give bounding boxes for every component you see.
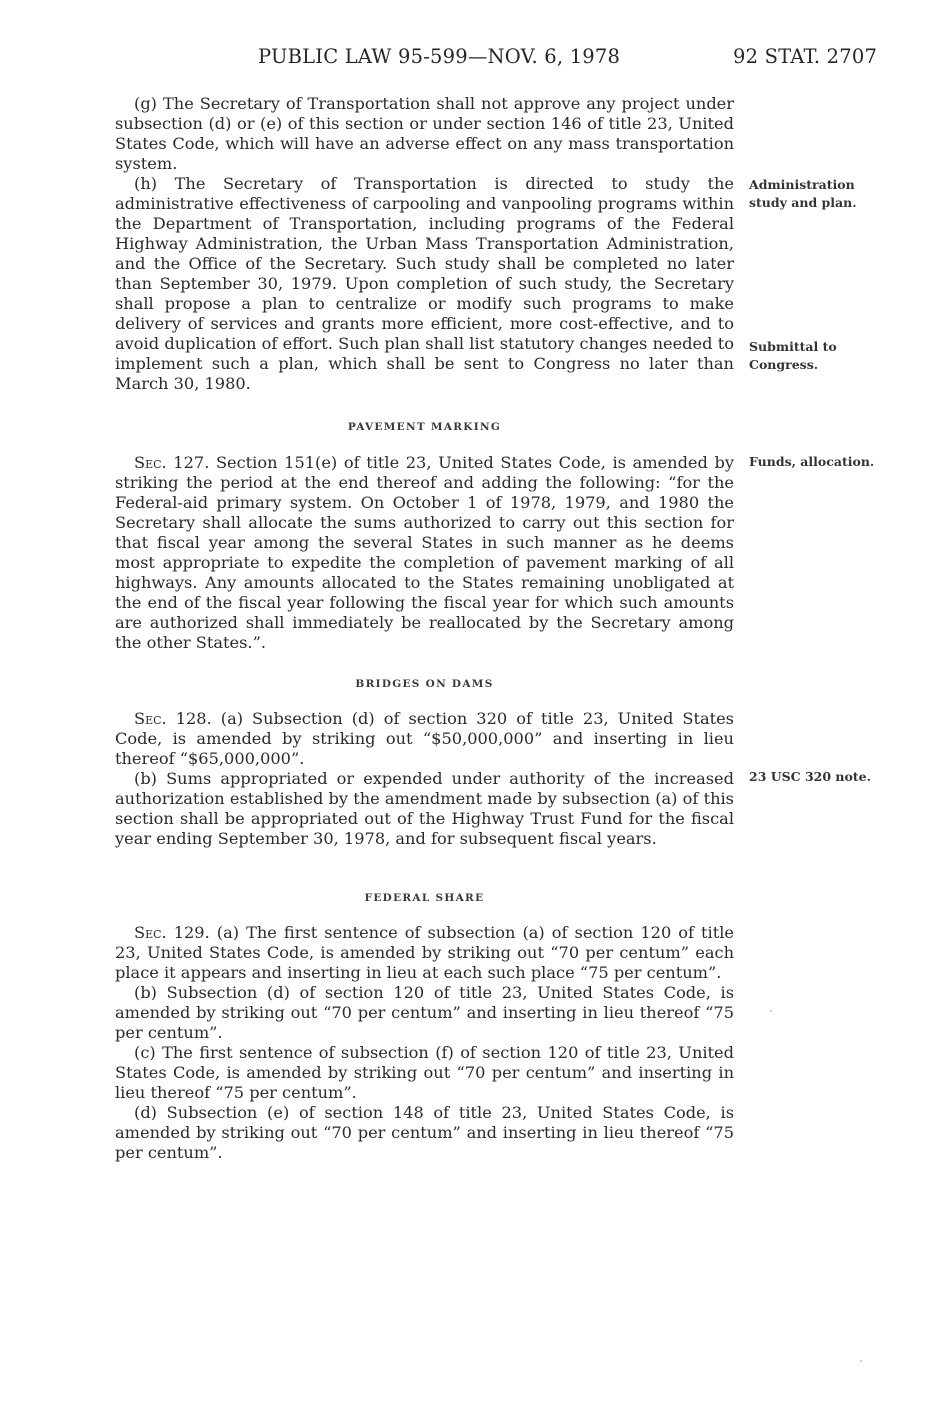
paragraph-g-block (115, 94, 734, 394)
section-127-paragraph (115, 453, 734, 653)
scan-speck (860, 1360, 862, 1362)
margin-note-line: Submittal to (749, 339, 837, 354)
sec-label: Sec. (134, 923, 167, 942)
section-129-block (115, 923, 734, 1163)
section-128-paragraph-a (115, 709, 734, 769)
paragraph-g: (g) The Secretary of Transportation shall not approve any project under subsection (d) or (e) of this section or under section 146 of title 23, United States Code, which will have an adverse effect on any mass transportation system. (115, 94, 734, 173)
margin-note-line: Administration (749, 177, 855, 192)
section-128-text-a: 128. (a) Subsection (d) of section 320 of title 23, United States Code, is amended by striking out “$50,000,000” and inserting in lieu thereof “$65,000,000”. (115, 709, 734, 768)
heading-bridges-on-dams: BRIDGES ON DAMS (355, 678, 494, 690)
section-127-block (115, 453, 734, 653)
section-129-paragraph-a (115, 923, 734, 983)
sec-label: Sec. (134, 453, 167, 472)
section-129-paragraph-c: (c) The first sentence of subsection (f) of section 120 of title 23, United States Code, is amended by striking out “70 per centum” and inserting in lieu thereof “75 per centum”. (115, 1043, 734, 1102)
margin-note-funds-allocation: Funds, allocation. (749, 454, 875, 469)
section-128-block (115, 709, 734, 849)
margin-note-line: study and plan. (749, 195, 857, 210)
sec-label: Sec. (134, 709, 167, 728)
section-129-paragraph-d: (d) Subsection (e) of section 148 of title 23, United States Code, is amended by striking out “70 per centum” and inserting in lieu thereof “75 per centum”. (115, 1103, 734, 1162)
margin-note-line: Congress. (749, 357, 819, 372)
running-header-right: 92 STAT. 2707 (733, 45, 878, 68)
running-header-left: PUBLIC LAW 95-599—NOV. 6, 1978 (258, 45, 621, 68)
section-127-text: 127. Section 151(e) of title 23, United States Code, is amended by striking the period at the end thereof and adding the following: “for the Federal-aid primary system. On October 1 of 1978, 1979, and 1980 the Secretary shall allocate the sums authorized to carry out this section for that fiscal year among the several States in such manner as he deems most appropriate to expedite the completion of pavement marking of all highways. Any amounts allocated to the States remaining unobligated at the end of the fiscal year following the fiscal year for which such amounts are authorized shall immediately be reallocated by the Secretary among the other States.”. (115, 453, 734, 652)
margin-note-23-usc: 23 USC 320 note. (749, 769, 871, 784)
paragraph-h: (h) The Secretary of Transportation is directed to study the administrative effectiveness of carpooling and vanpooling programs within the Department of Transportation, including programs of the Federal Highway Administration, the Urban Mass Transportation Administration, and the Office of the Secretary. Such study shall be completed no later than September 30, 1979. Upon completion of such study, the Secretary shall propose a plan to centralize or modify such programs to make delivery of services and grants more efficient, more cost-effective, and to avoid duplication of effort. Such plan shall list statutory changes needed to implement such a plan, which shall be sent to Congress no later than March 30, 1980. (115, 174, 734, 393)
margin-note-submittal (749, 338, 919, 374)
heading-pavement-marking: PAVEMENT MARKING (347, 421, 502, 433)
section-129-text-a: 129. (a) The first sentence of subsection (a) of section 120 of title 23, United States Code, is amended by striking out “70 per centum” each place it appears and inserting in lieu at each such place “75 per centum”. (115, 923, 734, 982)
heading-federal-share: FEDERAL SHARE (364, 892, 485, 904)
section-128-paragraph-b: (b) Sums appropriated or expended under authority of the increased authorization established by the amendment made by subsection (a) of this section shall be appropriated out of the Highway Trust Fund for the fiscal year ending September 30, 1978, and for subsequent fiscal years. (115, 769, 734, 848)
margin-note-administration-study (749, 176, 919, 212)
scan-speck (770, 1010, 772, 1012)
section-129-paragraph-b: (b) Subsection (d) of section 120 of title 23, United States Code, is amended by striking out “70 per centum” and inserting in lieu thereof “75 per centum”. (115, 983, 734, 1042)
